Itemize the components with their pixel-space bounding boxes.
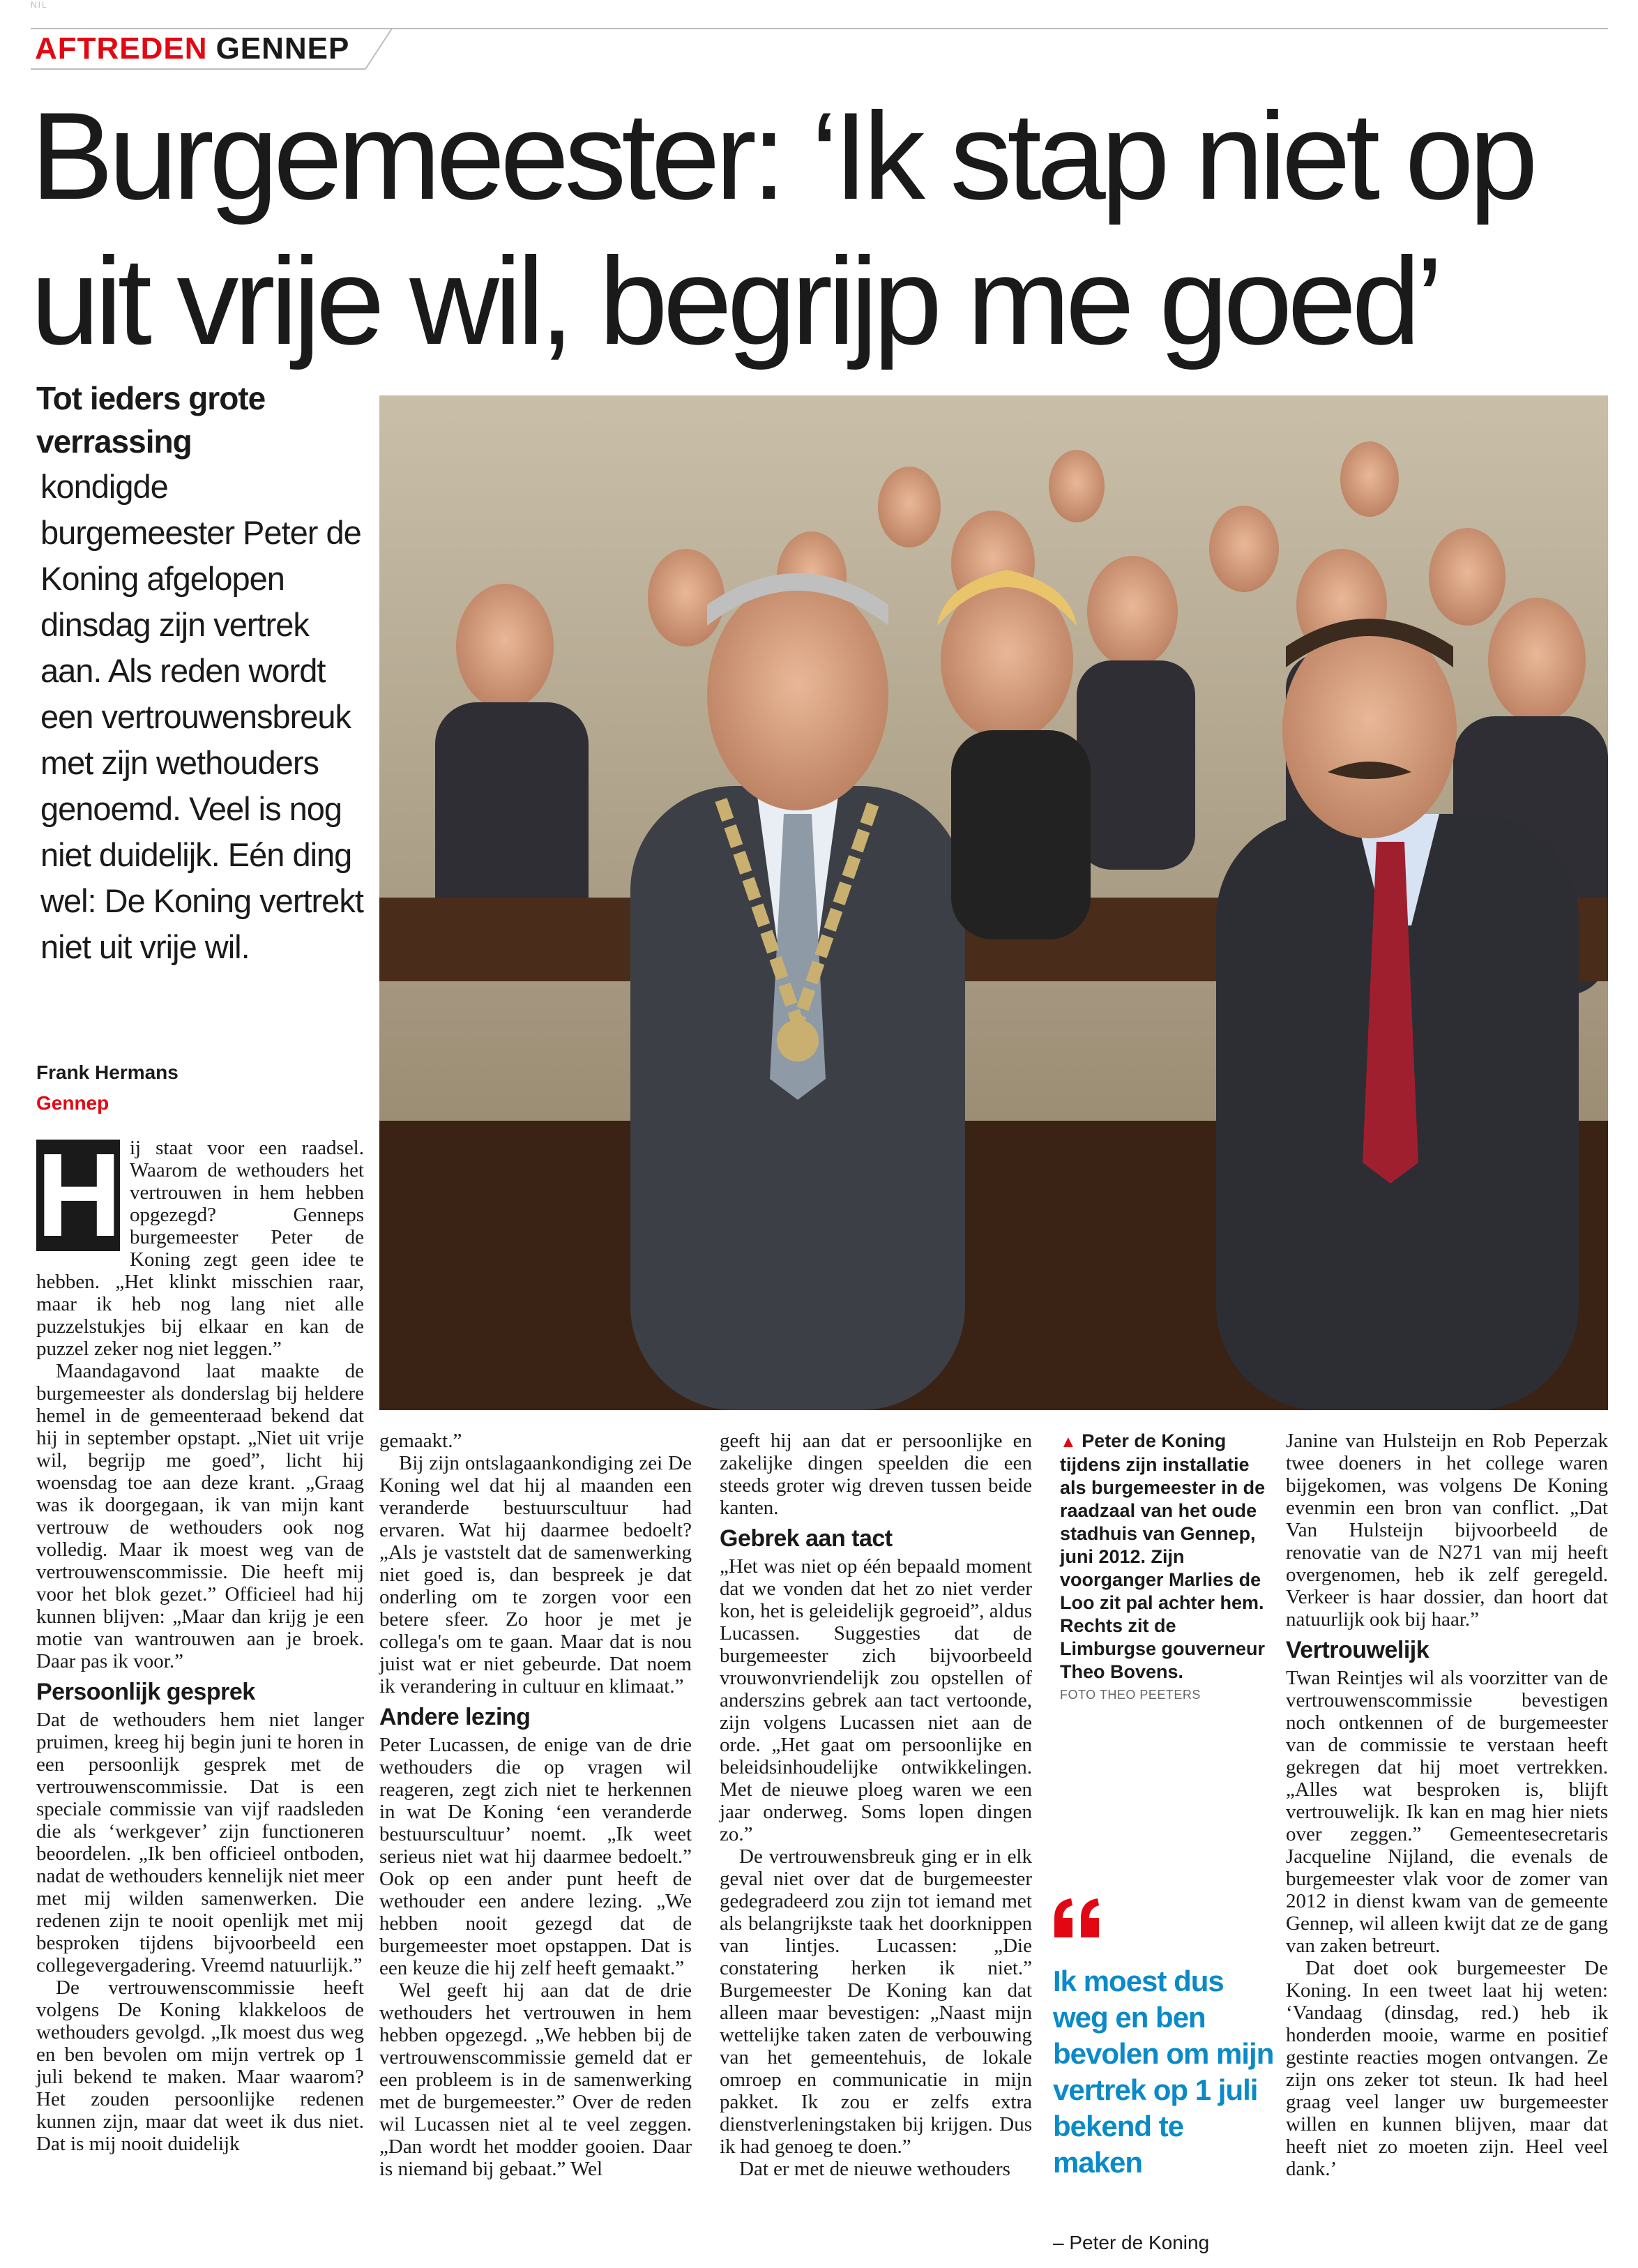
paragraph: „Het was niet op één bepaald moment dat we vonden dat het zo niet verder kon, het is geleidelijk gegroeid”, aldus Lucassen. Suggesties dat de burgemeester zich bijvoorbeeld vrouwonvriendelijk zou opstellen of anderszins gebrek aan tact vertoonde, zijn volgens Lucassen niet aan de orde. „Het gaat om persoonlijke en beleidsinhoudelijke ontwikkelingen. Met de nieuwe ploeg waren we een jaar onderweg. Soms lopen dingen zo.” bbox=[720, 1555, 1032, 1845]
pull-quote: Ik moest dus weg en ben bevolen om mijn vertrek op 1 juli bekend te maken bbox=[1053, 1965, 1274, 2179]
paragraph: De vertrouwensbreuk ging er in elk geval niet over dat de burgemeester gedegradeerd zou zijn tot iemand met als belangrijkste taak het doorknippen van lintjes. Lucassen: „Die constatering herken ik niet.” Burgemeester De Koning kan dat alleen maar bevestigen: „Naast mijn wettelijke taken zaten de verbouwing van het gemeentehuis, de lokale omroep en communicatie in mijn pakket. Ik zou er zelfs extra dienstverleningstaken bij krijgen. Dus ik had genoeg te doen.” bbox=[720, 1845, 1032, 2158]
body-column-2 bbox=[379, 1430, 692, 2180]
quote-mark-icon bbox=[1053, 1897, 1102, 1939]
subheading: Persoonlijk gesprek bbox=[36, 1679, 255, 1705]
body-column-5 bbox=[1286, 1430, 1608, 2180]
article-photo bbox=[379, 395, 1608, 1410]
paragraph: Peter Lucassen, de enige van de drie wethouders die op vragen wil reageren, zegt zich niet te herkennen in wat De Koning ‘een veranderde bestuurscultuur’ noemt. „Ik weet serieus niet wat hij daarmee bedoelt.” Ook op een ander punt heeft de wethouder een andere lezing. „We hebben nooit gezegd dat de burgemeester moet opstappen. Dat is een keuze die hij zelf heeft gemaakt.” bbox=[379, 1734, 692, 1979]
paragraph: Dat doet ook burgemeester De Koning. In een tweet laat hij weten: ‘Vandaag (dinsdag, red.) heb ik honderden mooie, warme en positief gestinte reacties mogen ontvangen. Ze zijn ons zeker tot steun. Ik had heel graag veel langer uw burgemeester willen en kunnen blijven, maar dat heeft niet zo moeten zijn. Heel veel dank.’ bbox=[1286, 1957, 1608, 2180]
paragraph: ij staat voor een raadsel. Waarom de wethouders het vertrouwen in hem hebben opgezegd? Genneps burgemeester Peter de Koning zegt geen idee te hebben. „Het klinkt misschien raar, maar ik heb nog lang niet alle puzzelstukjes bij elkaar en kan de puzzel zeker nog niet leggen.” bbox=[36, 1137, 364, 1360]
caption-text: Peter de Koning tijdens zijn installatie als burgemeester in de raadzaal van het oude stadhuis van Gennep, juni 2012. Zijn voorganger Marlies de Loo zit pal achter hem. Rechts zit de Limburgse gouverneur Theo Bovens. bbox=[1060, 1430, 1266, 1682]
byline-author: Frank Hermans bbox=[36, 1061, 179, 1083]
intro-text: kondigde burgemeester Peter de Koning afgelopen dinsdag zijn vertrek aan. Als reden wordt een vertrouwensbreuk met zijn wethouders genoemd. Veel is nog niet duidelijk. Eén ding wel: De Koning vertrekt niet uit vrije wil. bbox=[40, 468, 363, 965]
paragraph: Twan Reintjes wil als voorzitter van de vertrouwenscommissie bevestigen noch ontkennen of de burgemeester van de commissie te verstaan heeft gekregen dat hij moet vertrekken. „Alles wat besproken is, blijft vertrouwelijk. Ik kan en mag hier niets over zeggen.” Gemeentesecretaris Jacqueline Nijland, die evenals de burgemeester vlak voor de zomer van 2012 in dienst kwam van de gemeente Gennep, wil alleen kwijt dat ze de gang van zaken betreurt. bbox=[1286, 1667, 1608, 1957]
photo-credit: FOTO THEO PEETERS bbox=[1060, 1688, 1201, 1702]
subheading: Vertrouwelijk bbox=[1286, 1637, 1430, 1663]
quote-author: – Peter de Koning bbox=[1053, 2232, 1210, 2253]
paragraph: Bij zijn ontslagaankondiging zei De Koning wel dat hij al maanden een veranderde bestuurscultuur had ervaren. Wat hij daarmee bedoelt? „Als je vaststelt dat de samenwerking niet goed is, dan bespreek je dat onderling om te zorgen voor een betere sfeer. Zo hoor je met je collega's om te gaan. Maar dat is nou juist wat er niet gebeurde. Dat noem ik verandering in cultuur en klimaat.” bbox=[379, 1452, 692, 1698]
dropcap: H bbox=[36, 1129, 122, 1262]
subheading: Gebrek aan tact bbox=[720, 1525, 893, 1552]
byline-place: Gennep bbox=[36, 1092, 109, 1114]
headline: Burgemeester: ‘Ik stap niet op uit vrije wil, begrijp me goed’ bbox=[31, 86, 1533, 370]
paragraph: Maandagavond laat maakte de burgemeester als donderslag bij heldere hemel in de gemeenteraad bekend dat hij in september opstapt. „Niet uit vrije wil, begrijp me goed”, licht hij woensdag toe aan deze krant. „Graag was ik doorgegaan, ik van mijn kant vertrouw de wethouders ook nog volledig. Maar ik moest weg van de vertrouwenscommissie. Die heeft mij voor het blok gezet.” Officieel had hij kunnen blijven: „Maar dan krijg je een motie van wantrouwen aan je broek. Daar pas ik voor.” bbox=[36, 1360, 364, 1672]
kicker-section: AFTREDEN bbox=[35, 31, 208, 66]
body-column-1 bbox=[36, 1129, 364, 2155]
paragraph: Dat er met de nieuwe wethouders bbox=[739, 2158, 1010, 2180]
section-kicker bbox=[35, 29, 349, 68]
photo-illustration bbox=[379, 395, 1608, 1410]
page-mark: NIL bbox=[31, 0, 48, 10]
caption-triangle-icon: ▲ bbox=[1060, 1432, 1077, 1451]
intro-lead: Tot ieders grote verrassing bbox=[36, 380, 266, 460]
paragraph: geeft hij aan dat er persoonlijke en zakelijke dingen speelden die een steeds groter wig dreven tussen beide kanten. bbox=[720, 1430, 1032, 1519]
kicker-place: GENNEP bbox=[215, 31, 350, 66]
paragraph: Dat de wethouders hem niet langer pruimen, kreeg hij begin juni te horen in een persoonlijk gesprek met de vertrouwenscommissie. Dat is een speciale commissie van vijf raadsleden die als ‘werkgever’ zijn functioneren beoordelen. „Ik ben officieel ontboden, nadat de wethouders kennelijk niet meer met mij wilden samenwerken. Die redenen zijn te nooit openlijk met mij besproken tijdens bijvoorbeeld een collegevergadering. Vreemd natuurlijk.” bbox=[36, 1709, 364, 1976]
paragraph: gemaakt.” bbox=[379, 1430, 462, 1452]
kicker-rule-bottom bbox=[31, 68, 365, 70]
subheading: Andere lezing bbox=[379, 1704, 531, 1730]
paragraph: Wel geeft hij aan dat de drie wethouders het vertrouwen in hem hebben opgezegd. „We hebben bij de vertrouwenscommissie gemeld dat er een probleem is in de samenwerking met de burgemeester.” Over de reden wil Lucassen niet al te veel zeggen. „Dan wordt het modder gooien. Daar is niemand bij gebaat.” Wel bbox=[379, 1979, 692, 2180]
paragraph: De vertrouwenscommissie heeft volgens De Koning klakkeloos de wethouders gevolgd. „Ik moest dus weg en ben bevolen om mijn vertrek op 1 juli bekend te maken. Maar waarom? Het zouden persoonlijke redenen kunnen zijn, maar dat weet ik dus niet. Dat is mij nooit duidelijk bbox=[36, 1976, 364, 2155]
photo-caption bbox=[1060, 1430, 1269, 1684]
paragraph: Janine van Hulsteijn en Rob Peperzak twee doeners in het college waren bijgekomen, was volgens De Koning evenmin een bron van conflict. „Dat Van Hulsteijn bijvoorbeeld de renovatie van de N271 van mij heeft overgenomen, heb ik zelf geregeld. Verkeer is haar dossier, dan hoort dat natuurlijk ook bij haar.” bbox=[1286, 1430, 1608, 1631]
body-column-3 bbox=[720, 1430, 1032, 2180]
